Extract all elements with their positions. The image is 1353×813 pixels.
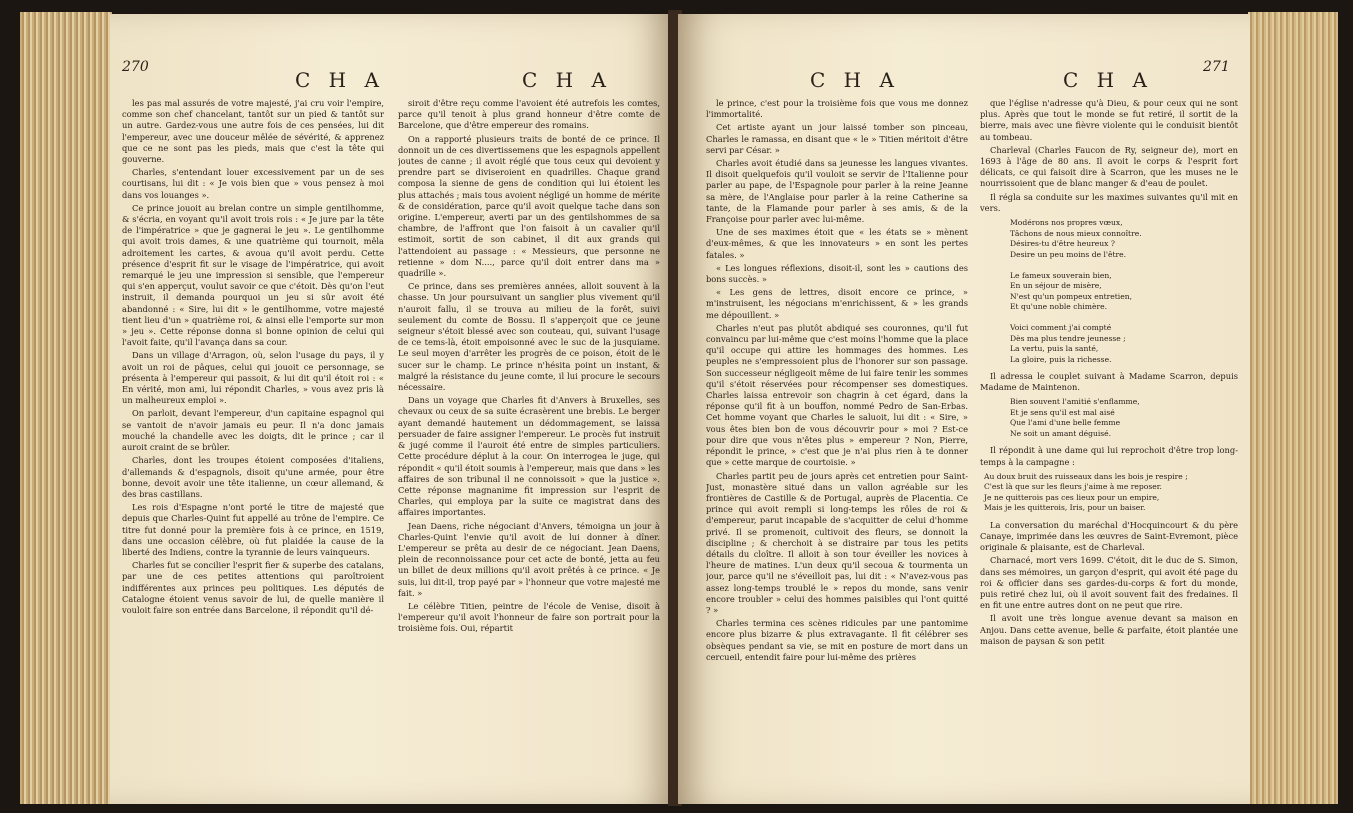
verse-line: Au doux bruit des ruisseaux dans les bois je respire ; [984,471,1188,481]
verse-line: Mais je les quitterois, Iris, pour un baiser. [984,503,1146,513]
paragraph: Il régla sa conduite sur les maximes suivantes qu'il mit en vers. [980,191,1238,213]
paragraph-group [980,520,1238,647]
paragraph: Il avoit une très longue avenue devant sa maison en Anjou. Dans cette avenue, belle & parfaite, étoit plantée une maison de paysan & son petit [980,613,1238,646]
verse-line: Que l'ami d'une belle femme [1010,418,1121,428]
page-number: 271 [1203,59,1230,75]
verse-line [1010,260,1238,271]
verse-line [1010,313,1238,324]
verse-line: C'est là que sur les fleurs j'aime à me reposer. [984,482,1162,492]
paragraph: Dans un voyage que Charles fit d'Anvers à Bruxelles, ses chevaux ou ceux de sa suite écrasèrent une brebis. Le berger ayant demandé hautement un dédommagement, se laissa persuader de faire assigner l'empereur. Le procès fut instruit & jugé comme il l'auroit été entre de simples particuliers. Cette procédure déplut à la cour. On interrogea le juge, qui répondit « qu'il étoit soumis à l'empereur, mais que dans » les affaires de son tribunal il ne connoissoit » que la justice ». Cette réponse magnanime fit impression sur l'esprit de Charles, qui employa par la suite ce magistrat dans des affaires importantes. [398,395,660,518]
verse-line: Le fameux souverain bien, [1010,270,1112,280]
left-column-2 [398,98,660,798]
paragraph: Dans un village d'Arragon, où, selon l'usage du pays, il y avoit un roi de pâques, celui qui jouoit ce personnage, se présenta à l'empereur qui passoit, & lui dit qu'il étoit roi : « En vérité, mon ami, lui répondit Charles, » vous avez pris là un malheureux emploi ». [122,350,384,406]
verse-line: La vertu, puis la santé, [1010,344,1099,354]
paragraph: siroit d'être reçu comme l'avoient été autrefois les comtes, parce qu'il tenoit à plus grand honneur d'être comte de Barcelone, que d'être empereur des romains. [398,98,660,131]
verse-line: N'est qu'un pompeux entretien, [1010,291,1133,301]
paragraph: Ce prince jouoit au brelan contre un simple gentilhomme, & s'écria, en voyant qu'il avoit trois rois : « Je jure par la tête de l'impératrice » que je gagnerai le jeu ». Le gentilhomme qui avoit trois dames, & une quatrième qui tournoit, mêla adroitement les cartes, & avoua qu'il avoit perdu. Cette présence d'esprit fit sur le visage de l'impératrice, qui avoit remarqué le jeu une impression si sensible, que l'empereur qui s'en apperçut, voulut savoir ce que c'étoit. Dès qu'on l'eut instruit, il demanda pourquoi un jeu si sûr avoit été abandonné : « Sire, lui dit » le gentilhomme, votre majesté tient lieu d'un » quatrième roi, & ainsi elle l'emporte sur mon » jeu ». Cette réponse donna si bonne opinion de celui qui l'avoit faite, qu'il l'avança dans sa cour. [122,202,384,348]
verse-block [984,472,1238,514]
paragraph: Cet artiste ayant un jour laissé tomber son pinceau, Charles le ramassa, en disant que « le » Titien méritoit d'être servi par César. » [706,122,968,155]
running-head-left-col1: C H A [295,68,385,92]
right-column-2 [980,98,1238,798]
verse-line: Et je sens qu'il est mal aisé [1010,407,1115,417]
paragraph: « Les gens de lettres, disoit encore ce prince, » m'instruisent, les négocians m'enrichissent, & » les grands me dépouillent. » [706,287,968,320]
verse-line: Et qu'une noble chimère. [1010,302,1108,312]
paragraph: On a rapporté plusieurs traits de bonté de ce prince. Il donnoit un de ces divertissemens que les espagnols appellent joutes de canne ; il avoit réglé que tous ceux qui devoient y prendre part se diviseroient en quadrilles. Chaque grand composa la sienne de gens de condition qui lui étoient les plus attachés ; mais tous avoient négligé un homme de mérite & de considération, parce qu'il avoit quelque tache dans son origine. L'empereur, averti par un des gentilshommes de sa chambre, de l'affront que l'on faisoit à un cavalier qu'il estimoit, sortit de son cabinet, il dit aux grands qui l'attendoient au passage : « Messieurs, que personne ne retienne » dom N...., parce qu'il doit entrer dans ma » quadrille ». [398,133,660,279]
verse-line: La gloire, puis la richesse. [1010,354,1112,364]
paragraph: Il répondit à une dame qui lui reprochoit d'être trop long-temps à la campagne : [980,445,1238,467]
paragraph: Le célèbre Titien, peintre de l'école de Venise, disoit à l'empereur qu'il avoit l'honneur de faire son portrait pour la troisième fois. Oui, répartit [398,600,660,634]
paragraph: Les rois d'Espagne n'ont porté le titre de majesté que depuis que Charles-Quint fut appellé au trône de l'empire. Ce titre fut donné pour la première fois à ce prince, en 1519, dans une occasion célèbre, où fut plaidée la cause de la liberté des Indiens, contre la tyrannie de leurs vainqueurs. [122,502,384,557]
left-column-1 [122,98,384,798]
paragraph: On parloit, devant l'empereur, d'un capitaine espagnol qui se vantoit de n'avoir jamais eu peur. Il n'a donc jamais mouché la chandelle avec les doigts, dit le prince ; car il auroit craint de se brûler. [122,408,384,453]
paragraph: « Les longues réflexions, disoit-il, sont les » cautions des bons succès. » [706,262,968,285]
paragraph: Charles n'eut pas plutôt abdiqué ses couronnes, qu'il fut convaincu par lui-même que c'est moins l'homme que la place qu'il occupe qui attire les hommages des hommes. Les peuples ne s'empressoient plus de l'honorer sur son passage. Son successeur négligeoit même de lui faire tenir les sommes qu'il s'étoit réservées pour récompenser ses domestiques. Charles laissa entrevoir son chagrin à cet égard, dans la réponse qu'il fit à un bouffon, nommé Pedro de San-Erbas. Cet homme voyant que Charles le saluoit, lui dit : « Sire, » vous êtes bien bon de vous découvrir pour » moi ? Est-ce pour dire que vous n'êtes plus » empereur ? Non, Pierre, répondit le prince, » c'est que je n'ai plus rien à te donner que » cette marque de courtoisie. » [706,322,968,468]
paragraph: Charles, s'entendant louer excessivement par un de ses courtisans, lui dit : « Je vois bien que » vous pensez à moi dans vos louanges ». [122,167,384,200]
paragraph: Charles avoit étudié dans sa jeunesse les langues vivantes. Il disoit quelquefois qu'il vouloit se servir de l'Italienne pour parler au pape, de l'Espagnole pour parler à la reine Jeanne sa mère, de l'Anglaise pour parler à la reine Catherine sa tante, de la Flamande pour parler à ses amis, & de la Françoise pour parler avec lui-même. [706,158,968,225]
paragraph: Charles termina ces scènes ridicules par une pantomime encore plus bizarre & plus extravagante. Il fit célébrer ses obsèques pendant sa vie, se mit en posture de mort dans un cercueil, entendit faire pour lui-même des prières [706,618,968,662]
paragraph: Charles fut se concilier l'esprit fier & superbe des catalans, par une de ces petites attentions qui paroîtroient indifférentes aux princes peu politiques. Les députés de Catalogne étoient venus savoir de lui, de quelle manière il vouloit faire son entrée dans Barcelone, il répondit qu'il dé- [122,560,384,615]
paragraph: Ce prince, dans ses premières années, alloit souvent à la chasse. Un jour poursuivant un sanglier plus vivement qu'il n'auroit fallu, il se trouva au milieu de la forêt, suivi seulement du comte de Bossu. Il s'apperçoit que ce jeune seigneur s'étoit blessé avec son couteau, qui, suivant l'usage de ce tems-là, étoit empoisonné avec le suc de la jusquiame. Le seul moyen d'arrêter les progrès de ce poison, étoit de le sucer sur le champ. Le prince n'hésita point un instant, & malgré la résistance du jeune comte, il lui procure le secours nécessaire. [398,281,660,393]
left-page-edges [20,12,112,804]
paragraph: Il adressa le couplet suivant à Madame Scarron, depuis Madame de Maintenon. [980,371,1238,393]
right-column-1 [706,98,968,798]
verse-line: Dès ma plus tendre jeunesse ; [1010,333,1126,343]
paragraph: les pas mal assurés de votre majesté, j'ai cru voir l'empire, comme son chef chancelant, tantôt sur un pied & tantôt sur un autre. Gardez-vous une autre fois de ces pensées, lui dit l'empereur, avec une douceur mêlée de sévérité, & apprenez que ce ne sont pas les pieds, mais que c'est la tête qui gouverne. [122,98,384,165]
verse-line: Tâchons de nous mieux connoître. [1010,228,1142,238]
paragraph: Charles, dont les troupes étoient composées d'italiens, d'allemands & d'espagnols, disoit qu'une armée, pour être bonne, devoit avoir une tête italienne, un cœur allemand, & des bras castillans. [122,455,384,499]
verse-line: Desire un peu moins de l'être. [1010,249,1127,259]
verse-line: Voici comment j'ai compté [1010,323,1112,333]
paragraph-group [980,98,1238,214]
paragraph: Charnacé, mort vers 1699. C'étoit, dit le duc de S. Simon, dans ses mémoires, un garçon d'esprit, qui avoit été page du roi & officier dans ses gardes-du-corps & fort du monde, puis retiré chez lui, où il avoit souvent fait des fredaines. Il en fit une entre autres dont on ne peut que rire. [980,555,1238,611]
paragraph: Charleval (Charles Faucon de Ry, seigneur de), mort en 1693 à l'âge de 80 ans. Il avoit le corps & l'esprit fort délicats, ce qui faisoit dire à Scarron, que les muses ne le nourrissoient que de blanc manger & d'eau de poulet. [980,144,1238,189]
paragraph: Charles partit peu de jours après cet entretien pour Saint-Just, monastère situé dans un vallon agréable sur les frontières de Castille & de Portugal, auprès de Placentia. Ce prince qui avoit rempli si long-temps les rôles de roi & d'empereur, parut incapable de s'acquitter de celui d'homme privé. Il se promenoit, cultivoit des fleurs, se donnoit la discipline ; & cherchoit à se distraire par tous les petits détails du cloître. Il alloit à son tour éveiller les novices à l'heure de matines. L'un deux qu'il secoua & tourmenta un jour, parce qu'il ne s'éveilloit pas, lui dit : « N'avez-vous pas assez long-temps troublé le » repos du monde, sans venir encore troubler » celui des hommes paisibles qui l'ont quitté ? » [706,470,968,615]
page-number: 270 [122,59,149,75]
verse-line: Bien souvent l'amitié s'enflamme, [1010,397,1140,407]
verse-line: Modérons nos propres vœux, [1010,218,1123,228]
verse-line: En un séjour de misère, [1010,281,1102,291]
paragraph: Une de ses maximes étoit que « les états se » mènent d'eux-mêmes, & que les innovateurs » en sont les pertes fatales. » [706,227,968,260]
running-head-right-col1: C H A [810,68,900,92]
verse-block [1010,397,1238,439]
right-page-edges [1248,12,1338,804]
running-head-right-col2: C H A [1063,68,1153,92]
right-page [678,14,1250,804]
paragraph: le prince, c'est pour la troisième fois que vous me donnez l'immortalité. [706,98,968,120]
verse-line: Désires-tu d'être heureux ? [1010,239,1115,249]
verse-line: Je ne quitterois pas ces lieux pour un empire, [984,492,1160,502]
running-head-left-col2: C H A [522,68,612,92]
verse-line: Ne soit un amant déguisé. [1010,428,1112,438]
paragraph: que l'église n'adresse qu'à Dieu, & pour ceux qui ne sont plus. Après que tout le monde se fut retiré, il sortit de la bierre, mais avec une fièvre violente qui le conduisit bientôt au tombeau. [980,98,1238,142]
paragraph: Jean Daens, riche négociant d'Anvers, témoigna un jour à Charles-Quint l'envie qu'il avoit de lui donner à dîner. L'empereur se prêta au desir de ce négociant. Jean Daens, plein de reconnoissance pour cet acte de bonté, jetta au feu un billet de deux millions qu'il avoit prêtés à ce prince. « Je suis, lui dit-il, trop payé par » l'honneur que votre majesté me fait. » [398,520,660,598]
left-page [110,14,672,804]
verse-block [1010,218,1238,365]
paragraph: La conversation du maréchal d'Hocquincourt & du père Canaye, imprimée dans les œuvres de Saint-Evremont, pièce originale & plaisante, est de Charleval. [980,519,1238,553]
